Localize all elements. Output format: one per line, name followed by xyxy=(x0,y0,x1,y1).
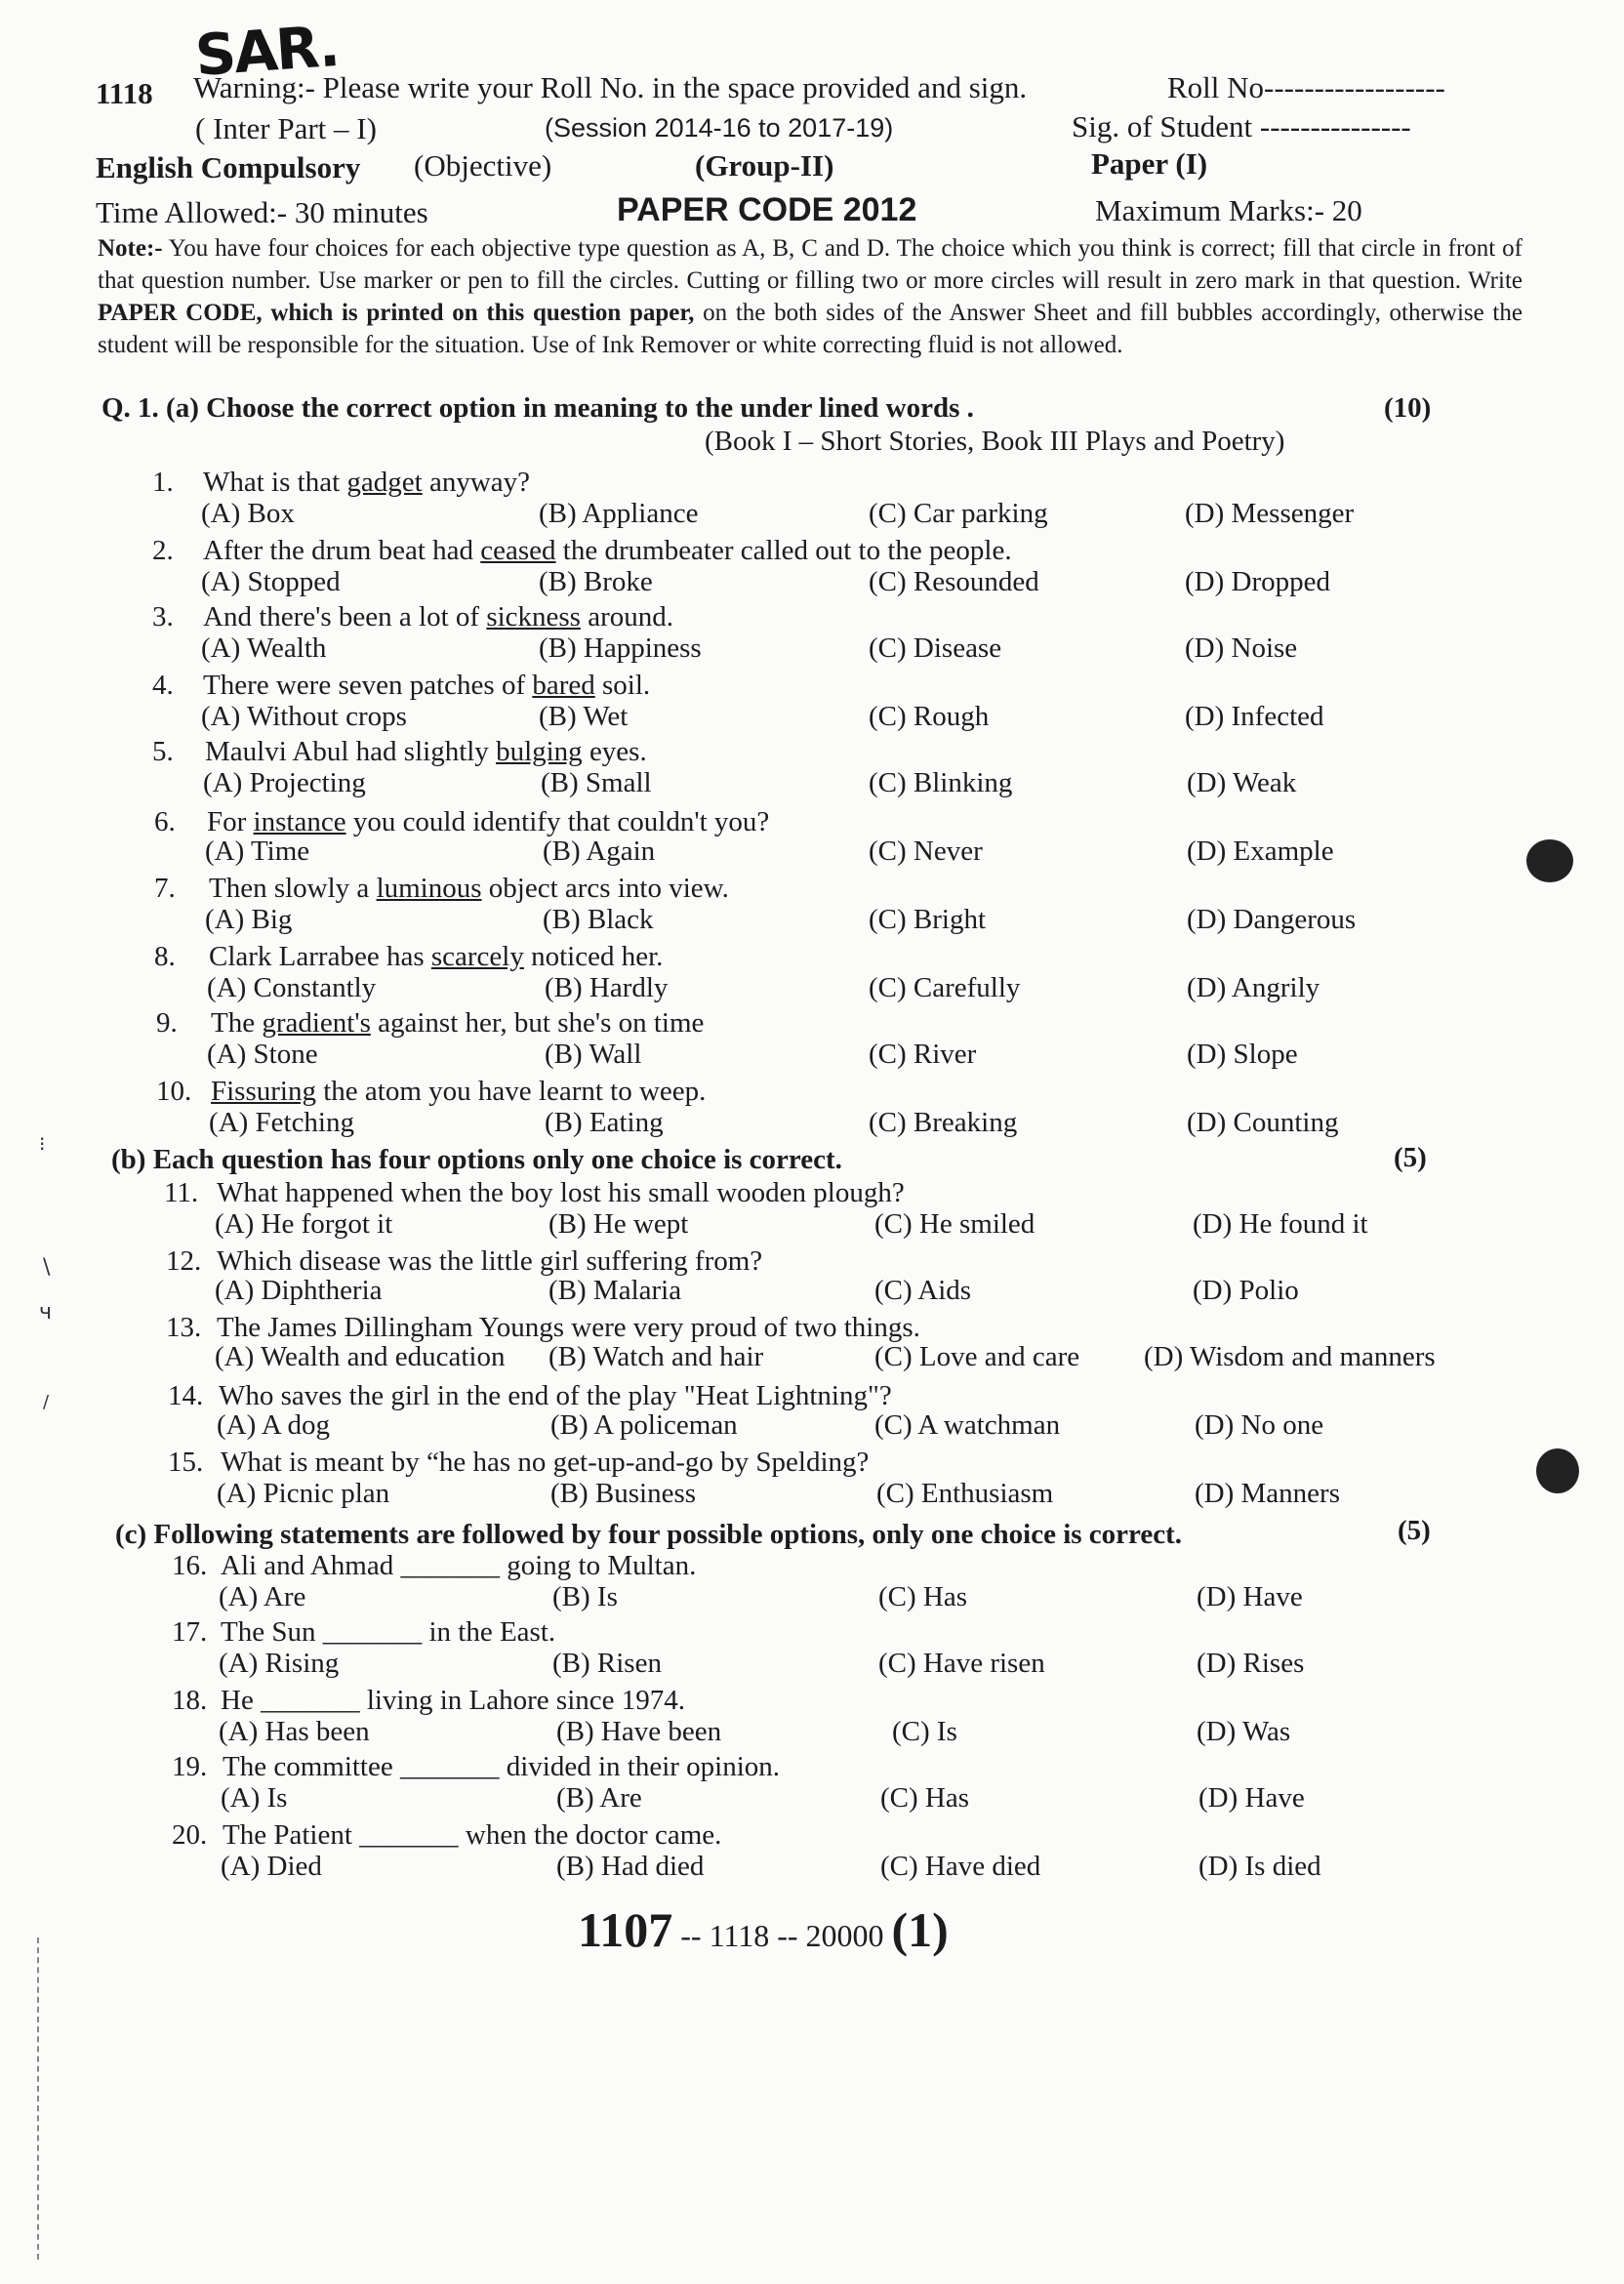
question-stem: The Patient _______ when the doctor came. xyxy=(223,1819,722,1851)
section-a-marks: (10) xyxy=(1384,392,1432,424)
question-text xyxy=(209,941,663,973)
question-number: 20. xyxy=(172,1819,208,1851)
answer-option: (C) Breaking xyxy=(869,1107,1018,1138)
answer-option: (C) Disease xyxy=(869,632,1002,664)
question-stem-end: anyway? xyxy=(422,467,531,498)
answer-option: (A) Diphtheria xyxy=(215,1275,383,1306)
question-stem-end: the atom you have learnt to weep. xyxy=(315,1076,707,1107)
question-text xyxy=(223,1751,780,1783)
footer-code-main: 1107 xyxy=(578,1902,673,1957)
question-text xyxy=(203,601,673,633)
answer-option: (C) Is xyxy=(892,1716,957,1747)
question-stem-end: object arcs into view. xyxy=(481,873,729,904)
answer-option: (D) Slope xyxy=(1187,1039,1298,1070)
question-stem-end: you could identify that couldn't you? xyxy=(345,806,770,837)
question-number: 19. xyxy=(172,1751,208,1782)
question-stem-end: eyes. xyxy=(582,736,647,767)
answer-option: (D) Manners xyxy=(1195,1478,1340,1509)
ink-blot xyxy=(1536,1448,1579,1493)
answer-option: (A) Has been xyxy=(219,1716,370,1747)
answer-option: (B) Happiness xyxy=(539,632,702,664)
margin-mark: / xyxy=(43,1392,50,1412)
answer-option: (A) A dog xyxy=(217,1409,330,1441)
question-text xyxy=(221,1616,555,1649)
answer-option: (B) Appliance xyxy=(539,498,699,529)
answer-option: (D) Infected xyxy=(1185,701,1324,732)
question-number: 7. xyxy=(154,873,176,904)
answer-option: (B) Eating xyxy=(545,1107,664,1138)
underlined-word: bulging xyxy=(496,736,583,767)
question-stem-end: soil. xyxy=(594,670,651,701)
question-number: 3. xyxy=(152,601,174,632)
inter-part: ( Inter Part – I) xyxy=(195,111,377,145)
answer-option: (A) Time xyxy=(205,836,310,867)
answer-option: (D) Angrily xyxy=(1187,972,1320,1003)
note-text-continued: on the both sides of the Answer Sheet and fill bubbles accordingly, otherwise the student will be responsible for the situation. Use of Ink Remover or white correcting fluid is not allowed. xyxy=(98,300,1522,358)
question-number: 11. xyxy=(164,1177,199,1208)
answer-option: (A) Stopped xyxy=(201,566,341,597)
section-b-title: (b) Each question has four options only one choice is correct. xyxy=(111,1144,842,1175)
question-number: 13. xyxy=(166,1312,202,1343)
question-stem: The Sun _______ in the East. xyxy=(221,1616,556,1648)
question-stem: What is meant by “he has no get-up-and-go by Spelding? xyxy=(221,1447,870,1478)
answer-option: (C) He smiled xyxy=(874,1208,1035,1240)
answer-option: (C) Bright xyxy=(869,904,987,935)
answer-option: (D) Noise xyxy=(1185,632,1298,664)
question-stem: The xyxy=(211,1007,263,1039)
answer-option: (D) Have xyxy=(1197,1581,1303,1612)
answer-option: (C) Rough xyxy=(869,701,990,732)
question-text xyxy=(217,1312,920,1344)
question-text xyxy=(221,1447,869,1479)
student-signature-field: Sig. of Student --------------- xyxy=(1072,109,1411,143)
question-text xyxy=(221,1685,685,1717)
underlined-word: Fissuring xyxy=(211,1076,316,1107)
ink-blot xyxy=(1526,839,1573,882)
instructions-note xyxy=(98,232,1522,361)
answer-option: (B) Is xyxy=(552,1581,618,1612)
answer-option: (C) Carefully xyxy=(869,972,1021,1003)
page-edge-perforation xyxy=(37,1937,41,2260)
answer-option: (B) Wall xyxy=(545,1039,642,1070)
answer-option: (D) Was xyxy=(1197,1716,1291,1747)
answer-option: (B) A policeman xyxy=(550,1409,738,1441)
answer-option: (D) Messenger xyxy=(1185,498,1355,529)
answer-option: (D) Dropped xyxy=(1185,566,1330,597)
answer-option: (B) Again xyxy=(543,836,656,867)
answer-option: (B) Are xyxy=(556,1782,642,1814)
question-stem: Clark Larrabee has xyxy=(209,941,431,972)
question-stem-end: noticed her. xyxy=(523,941,664,972)
group-label: (Group-II) xyxy=(695,148,834,183)
answer-option: (B) Malaria xyxy=(548,1275,682,1306)
question-stem: There were seven patches of xyxy=(203,670,533,701)
underlined-word: instance xyxy=(253,806,346,837)
answer-option: (C) Has xyxy=(878,1581,968,1612)
question-text xyxy=(223,1819,721,1852)
answer-option: (C) Blinking xyxy=(869,767,1013,798)
question-stem: What happened when the boy lost his small wooden plough? xyxy=(217,1177,905,1208)
answer-option: (B) Business xyxy=(550,1478,697,1509)
question-stem-end: against her, but she's on time xyxy=(370,1007,705,1039)
answer-option: (B) Wet xyxy=(539,701,629,732)
objective-label: (Objective) xyxy=(414,148,552,183)
underlined-word: luminous xyxy=(376,873,482,904)
underlined-word: gadget xyxy=(346,467,423,498)
question-number: 9. xyxy=(156,1007,178,1039)
footer-code xyxy=(578,1901,949,1958)
question-text xyxy=(221,1550,696,1582)
question-number: 12. xyxy=(166,1245,202,1277)
answer-option: (A) Died xyxy=(221,1851,322,1882)
question-stem: The James Dillingham Youngs were very proud of two things. xyxy=(217,1312,920,1343)
question-number: 8. xyxy=(154,941,176,972)
note-text: You have four choices for each objective type question as A, B, C and D. The choice which you think is correct; fill that circle in front of that question number. Use marker or pen to fill the circles. Cutting or filling two or more circles will result in zero mark in that question. Write xyxy=(98,235,1522,294)
question-stem: And there's been a lot of xyxy=(203,601,487,632)
warning-text: Warning:- Please write your Roll No. in the space provided and sign. xyxy=(193,70,1028,104)
section-c-title: (c) Following statements are followed by four possible options, only one choice is correct. xyxy=(115,1519,1183,1550)
answer-option: (B) Hardly xyxy=(545,972,669,1003)
question-number: 16. xyxy=(172,1550,208,1581)
underlined-word: sickness xyxy=(486,601,581,632)
question-number: 10. xyxy=(156,1076,192,1107)
underlined-word: scarcely xyxy=(430,941,524,972)
question-number: 6. xyxy=(154,806,176,837)
answer-option: (B) Small xyxy=(541,767,652,798)
question-number: 17. xyxy=(172,1616,208,1648)
answer-option: (B) Black xyxy=(543,904,654,935)
question-stem: Ali and Ahmad _______ going to Multan. xyxy=(221,1550,697,1581)
question-number: 1. xyxy=(152,467,174,498)
answer-option: (B) Have been xyxy=(556,1716,722,1747)
section-b-marks: (5) xyxy=(1394,1142,1427,1173)
question-stem: Maulvi Abul had slightly xyxy=(205,736,497,767)
question-text xyxy=(203,535,1012,567)
answer-option: (D) Dangerous xyxy=(1187,904,1357,935)
answer-option: (A) Fetching xyxy=(209,1107,354,1138)
answer-option: (C) Has xyxy=(880,1782,970,1814)
answer-option: (B) Had died xyxy=(556,1851,705,1882)
margin-mark: ч xyxy=(39,1300,52,1325)
answer-option: (B) He wept xyxy=(548,1208,689,1240)
question-text xyxy=(219,1380,892,1412)
answer-option: (D) Polio xyxy=(1193,1275,1299,1306)
answer-option: (D) Have xyxy=(1198,1782,1305,1814)
answer-option: (D) Example xyxy=(1187,836,1334,867)
question-stem: Then slowly a xyxy=(209,873,377,904)
answer-option: (A) Stone xyxy=(207,1039,318,1070)
question-text xyxy=(209,873,729,905)
question-stem: The committee _______ divided in their opinion. xyxy=(223,1751,781,1782)
answer-option: (B) Watch and hair xyxy=(548,1341,764,1372)
answer-option: (C) Car parking xyxy=(869,498,1048,529)
question-number: 5. xyxy=(152,736,174,767)
answer-option: (A) Projecting xyxy=(203,767,366,798)
answer-option: (C) Have risen xyxy=(878,1648,1045,1679)
answer-option: (A) Are xyxy=(219,1581,306,1612)
question-text xyxy=(211,1076,706,1108)
question-text xyxy=(211,1007,704,1040)
answer-option: (C) River xyxy=(869,1039,977,1070)
answer-option: (A) Constantly xyxy=(207,972,377,1003)
question-text xyxy=(205,736,647,768)
question-stem: After the drum beat had xyxy=(203,535,481,566)
paper-number: 1118 xyxy=(96,76,153,110)
roll-no-field: Roll No------------------ xyxy=(1167,70,1445,104)
answer-option: (D) Wisdom and manners xyxy=(1144,1341,1436,1372)
answer-option: (D) No one xyxy=(1195,1409,1324,1441)
answer-option: (B) Risen xyxy=(552,1648,662,1679)
answer-option: (C) Aids xyxy=(874,1275,972,1306)
answer-option: (A) Rising xyxy=(219,1648,340,1679)
margin-mark: \ xyxy=(43,1255,51,1280)
answer-option: (D) He found it xyxy=(1193,1208,1368,1240)
question-number: 2. xyxy=(152,535,174,566)
answer-option: (B) Broke xyxy=(539,566,653,597)
question-stem-end: the drumbeater called out to the people. xyxy=(555,535,1012,566)
answer-option: (A) Picnic plan xyxy=(217,1478,390,1509)
underlined-word: ceased xyxy=(480,535,556,566)
answer-option: (A) Big xyxy=(205,904,293,935)
answer-option: (C) Enthusiasm xyxy=(876,1478,1054,1509)
question-text xyxy=(203,467,530,499)
answer-option: (C) Never xyxy=(869,836,983,867)
question-stem: He _______ living in Lahore since 1974. xyxy=(221,1685,685,1716)
answer-option: (A) He forgot it xyxy=(215,1208,393,1240)
note-paper-code-emphasis: PAPER CODE, which is printed on this question paper, xyxy=(98,300,695,326)
answer-option: (A) Wealth xyxy=(201,632,327,664)
question-stem: For xyxy=(207,806,254,837)
answer-option: (D) Weak xyxy=(1187,767,1297,798)
answer-option: (A) Without crops xyxy=(201,701,407,732)
question-stem-end: around. xyxy=(580,601,674,632)
question-number: 4. xyxy=(152,670,174,701)
answer-option: (C) Have died xyxy=(880,1851,1041,1882)
underlined-word: bared xyxy=(532,670,595,701)
time-allowed: Time Allowed:- 30 minutes xyxy=(96,195,428,229)
question-stem: Which disease was the little girl suffering from? xyxy=(217,1245,763,1277)
section-c-marks: (5) xyxy=(1398,1515,1431,1546)
question-stem: What is that xyxy=(203,467,347,498)
handwritten-mark: SAR. xyxy=(192,12,341,90)
paper-label: Paper (I) xyxy=(1091,146,1208,181)
section-a-title: Q. 1. (a) Choose the correct option in meaning to the under lined words . xyxy=(102,392,974,424)
margin-mark: ⁝ xyxy=(39,1132,46,1156)
question-text xyxy=(217,1245,762,1278)
question-text xyxy=(217,1177,905,1209)
underlined-word: gradient's xyxy=(262,1007,371,1039)
note-label: Note:- xyxy=(98,235,163,262)
footer-code-middle: -- 1118 -- 20000 xyxy=(672,1918,892,1953)
question-number: 18. xyxy=(172,1685,208,1716)
maximum-marks: Maximum Marks:- 20 xyxy=(1095,193,1362,227)
answer-option: (D) Rises xyxy=(1197,1648,1305,1679)
footer-page-number: (1) xyxy=(891,1902,949,1957)
section-a-subtitle: (Book I – Short Stories, Book III Plays and Poetry) xyxy=(705,426,1285,457)
question-number: 15. xyxy=(168,1447,204,1478)
answer-option: (A) Wealth and education xyxy=(215,1341,506,1372)
answer-option: (C) Love and care xyxy=(874,1341,1080,1372)
paper-code: PAPER CODE 2012 xyxy=(617,191,917,228)
answer-option: (A) Is xyxy=(221,1782,288,1814)
answer-option: (A) Box xyxy=(201,498,295,529)
answer-option: (C) Resounded xyxy=(869,566,1039,597)
answer-option: (D) Counting xyxy=(1187,1107,1339,1138)
session: (Session 2014-16 to 2017-19) xyxy=(545,113,894,143)
question-text xyxy=(203,670,650,702)
question-text xyxy=(207,806,769,838)
answer-option: (C) A watchman xyxy=(874,1409,1061,1441)
subject: English Compulsory xyxy=(96,150,361,184)
question-number: 14. xyxy=(168,1380,204,1411)
question-stem: Who saves the girl in the end of the play "Heat Lightning"? xyxy=(219,1380,892,1411)
answer-option: (D) Is died xyxy=(1198,1851,1321,1882)
